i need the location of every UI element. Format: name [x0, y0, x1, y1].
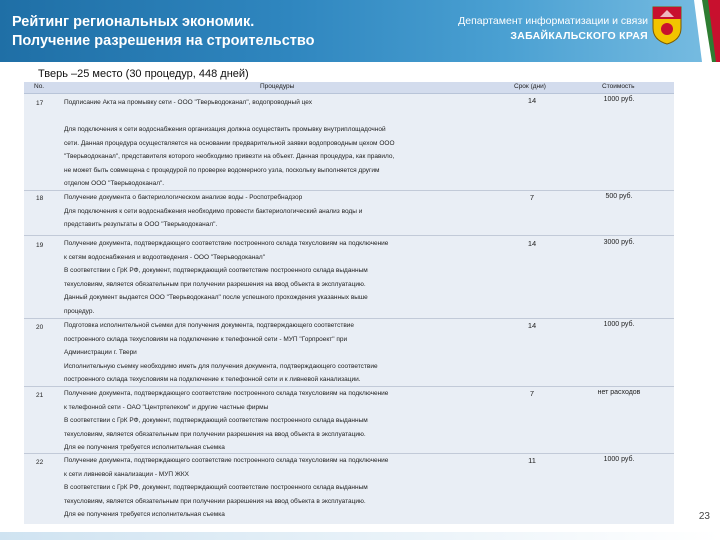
- row-days: 11: [528, 456, 536, 465]
- row-cost: 1000 руб.: [603, 96, 635, 103]
- header-no: No.: [34, 83, 45, 90]
- coat-of-arms-icon: [650, 4, 684, 46]
- header-banner: [0, 0, 720, 62]
- header-title-line1: Рейтинг региональных экономик.: [12, 14, 255, 30]
- row-number: 21: [36, 392, 44, 399]
- row-cost: 3000 руб.: [603, 239, 635, 246]
- row-cost: нет расходов: [597, 389, 641, 396]
- department-name: [458, 14, 648, 44]
- region-flag-icon: [694, 0, 720, 62]
- row-procedure: Получение документа, подтверждающего соответствие построенного склада техусловиям на подключение к телефонной сети - ОАО "Центртелеком" и другие частные фирмы В соответствии с ГрК РФ, документ, подтверждающий соответствие построенного склада выданным техусловиям, является обязательным при получении разрешения на ввод объекта в эксплуатацию. Для ее получения требуется исполнительная съемка: [64, 390, 389, 451]
- row-number: 17: [36, 100, 44, 107]
- row-cost: 500 руб.: [605, 193, 633, 200]
- row-cost: 1000 руб.: [603, 321, 635, 328]
- row-procedure: Получение документа о бактериологическом анализе воды - Роспотребнадзор Для подключения к сети водоснабжения необходимо провести бактериологический анализ воды и представить результаты в ООО "Тверьводоканал".: [64, 194, 363, 228]
- page-number: 23: [698, 511, 710, 522]
- row-days: 14: [527, 321, 537, 330]
- header-title-line2: Получение разрешения на строительство: [12, 33, 315, 49]
- header-procedure: Процедуры: [260, 83, 295, 90]
- row-number: 20: [36, 324, 44, 331]
- page-subtitle: Тверь –25 место (30 процедур, 448 дней): [38, 68, 249, 80]
- department-line1: Департамент информатизации и связи: [458, 15, 648, 27]
- row-number: 19: [36, 242, 44, 249]
- header-title: [12, 13, 314, 51]
- row-days: 7: [529, 389, 535, 398]
- row-procedure: Подписание Акта на промывку сети - ООО "Тверьводоканал", водопроводный цех Для подключения к сети водоснабжения организация должна осуществить промывку внутриплощадочной сети. Данная процедура осуществляется на основании предварительной заявки водопроводным цехом ООО "Тверьводоканал", представителя которого необходимо привезти на объект. Данная процедура, как правило, не может быть совмещена с процедурой по проверке водомерного узла, поскольку выполняется другим отделом ООО "Тверьводоканал".: [64, 99, 395, 187]
- header-cost: Стоимость: [602, 83, 635, 90]
- department-line2: ЗАБАЙКАЛЬСКОГО КРАЯ: [510, 30, 648, 42]
- table-header-row: [24, 82, 674, 94]
- row-number: 18: [36, 195, 44, 202]
- header-days: Срок (дни): [514, 83, 546, 90]
- row-divider: [24, 235, 674, 236]
- row-procedure: Подготовка исполнительной съемки для получения документа, подтверждающего соответствие построенного склада техусловиям на подключение к телефонной сети - МУП "Горпроект" при Администрации г. Твери Исполнительную съемку необходимо иметь для получения документа, подтверждающего соответствие построенного склада техусловиям на подключение к телефонной сети и к ливневой канализации.: [64, 322, 378, 383]
- footer-strip: [0, 532, 720, 540]
- row-cost: 1000 руб.: [603, 456, 635, 463]
- row-days: 7: [529, 193, 535, 202]
- procedures-table: [24, 82, 674, 524]
- row-number: 22: [36, 459, 44, 466]
- row-days: 14: [527, 96, 537, 105]
- row-days: 14: [527, 239, 537, 248]
- row-procedure: Получение документа, подтверждающего соответствие построенного склада техусловиям на подключение к сети ливневой канализации - МУП ЖКХ В соответствии с ГрК РФ, документ, подтверждающий соответствие построенного склада выданным техусловиям, является обязательным при получении разрешения на ввод объекта в эксплуатацию. Для ее получения требуется исполнительная съемка: [64, 457, 389, 518]
- row-procedure: Получение документа, подтверждающего соответствие построенного склада техусловиям на подключение к сетям водоснабжения и водоотведения - ООО "Тверьводоканал" В соответствии с ГрК РФ, документ, подтверждающий соответствие построенного склада выданным техусловиям, является обязательным при получении разрешения на ввод объекта в эксплуатацию. Данный документ выдается ООО "Тверьводоканал" после успешного прохождения указанных выше процедур.: [64, 240, 389, 315]
